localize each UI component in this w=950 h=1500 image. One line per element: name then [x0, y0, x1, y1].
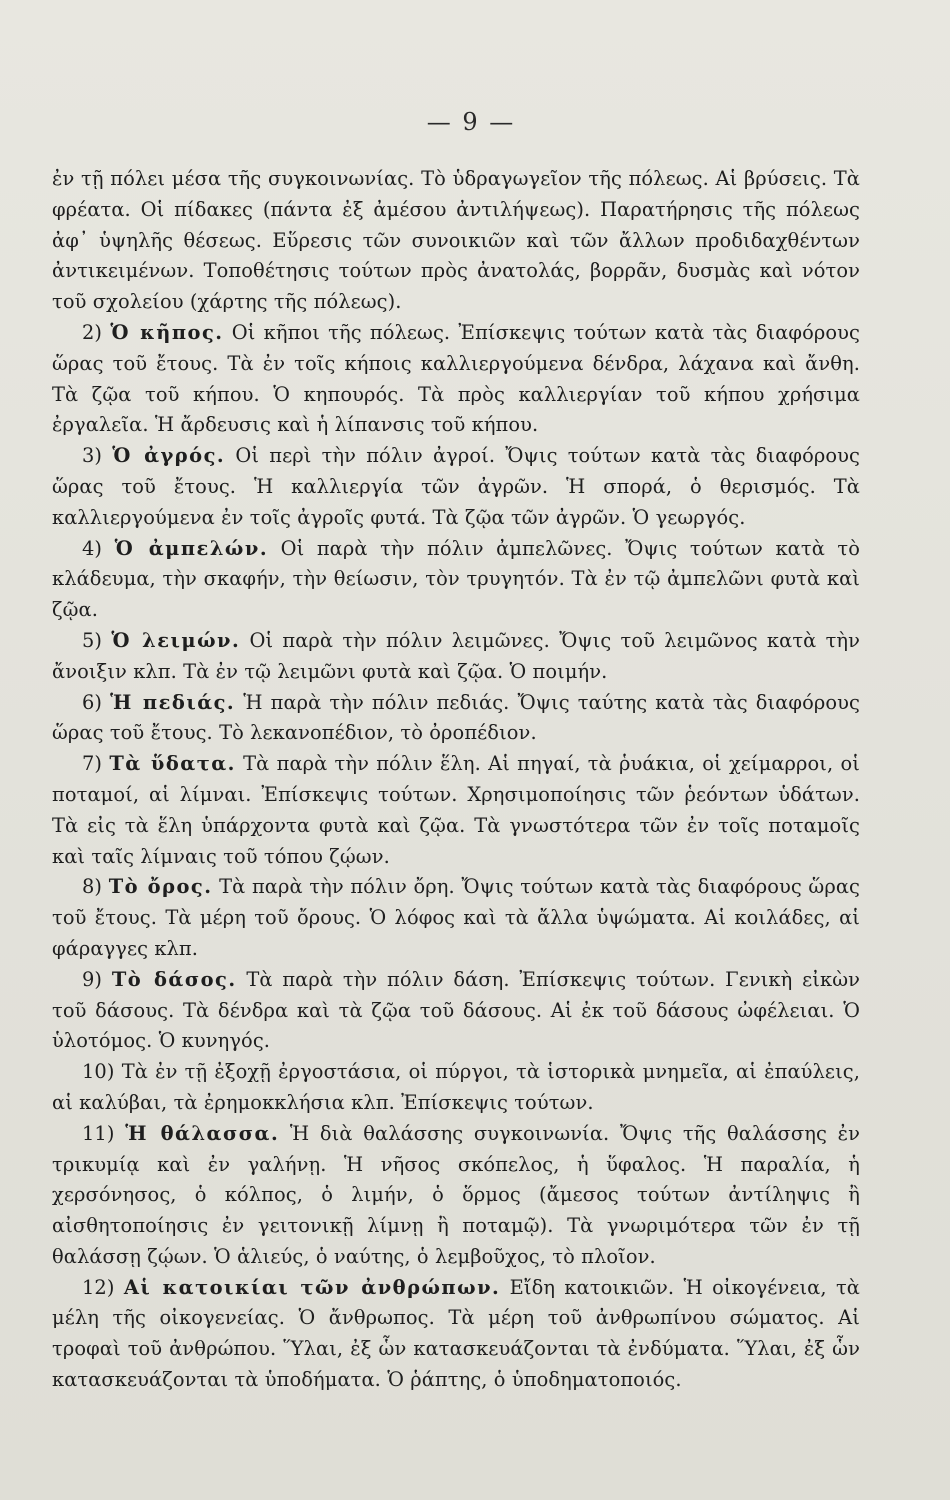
paragraph-9	[52, 965, 860, 1057]
item-heading: Ἡ πεδιάς.	[110, 690, 236, 714]
item-number: 4)	[82, 536, 115, 560]
page-number: — 9 —	[426, 108, 516, 136]
item-heading: Τὰ ὕδατα.	[109, 752, 236, 776]
paragraph-12	[52, 1273, 860, 1396]
paragraph-text: Οἱ περὶ τὴν πόλιν ἀγροί. Ὄψις τούτων κατὰ τὰς διαφόρους ὥρας τοῦ ἔτους. Ἡ καλλιεργία τῶν ἀγρῶν. Ἡ σπορά, ὁ θερισμός. Τὰ καλλιεργούμενα ἐν τοῖς ἀγροῖς φυτά. Τὰ ζῷα τῶν ἀγρῶν. Ὁ γεωργός.	[52, 444, 860, 529]
paragraph-text: Ἡ παρὰ τὴν πόλιν πεδιάς. Ὄψις ταύτης κατὰ τὰς διαφόρους ὥρας τοῦ ἔτους. Τὸ λεκανοπέδιον, τὸ ὀροπέδιον.	[52, 690, 860, 745]
item-number: 6)	[82, 690, 111, 714]
paragraph-5	[52, 626, 860, 688]
item-heading: Ὁ κῆπος.	[110, 320, 224, 344]
item-number: 2)	[82, 320, 111, 344]
item-heading: Ὁ ἀμπελών.	[114, 536, 269, 560]
item-number: 7)	[82, 752, 110, 776]
item-number: 10)	[82, 1060, 122, 1084]
item-heading: Ὁ ἀγρός.	[112, 444, 226, 468]
paragraph-4	[52, 534, 860, 626]
body-text	[52, 164, 860, 1396]
paragraph-8	[52, 872, 860, 964]
item-number: 12)	[82, 1275, 124, 1299]
paragraph-text: Τὰ παρὰ τὴν πόλιν δάση. Ἐπίσκεψις τούτων. Γενικὴ εἰκὼν τοῦ δάσους. Τὰ δένδρα καὶ τὰ ζῷα τοῦ δάσους. Αἱ ἐκ τοῦ δάσους ὠφέλειαι. Ὁ ὑλοτόμος. Ὁ κυνηγός.	[52, 967, 860, 1053]
item-heading: Αἱ κατοικίαι τῶν ἀνθρώπων.	[123, 1275, 501, 1299]
item-number: 5)	[82, 628, 112, 652]
item-heading: Ἡ θάλασσα.	[125, 1121, 280, 1145]
paragraph-text: Τὰ παρὰ τὴν πόλιν ἕλη. Αἱ πηγαί, τὰ ῥυάκια, οἱ χείμαρροι, οἱ ποταμοί, αἱ λίμναι. Ἐπίσκεψις τούτων. Χρησιμοποίησις τῶν ῥεόντων ὑδάτων. Τὰ εἰς τὰ ἕλη ὑπάρχοντα φυτὰ καὶ ζῷα. Τὰ γνωστότερα τῶν ἐν τοῖς ποταμοῖς καὶ ταῖς λίμναις τοῦ τόπου ζῴων.	[52, 752, 860, 868]
paragraph-3	[52, 441, 860, 533]
paragraph-11	[52, 1119, 860, 1273]
paragraph-text: Οἱ παρὰ τὴν πόλιν λειμῶνες. Ὄψις τοῦ λειμῶνος κατὰ τὴν ἄνοιξιν κλπ. Τὰ ἐν τῷ λειμῶνι φυτὰ καὶ ζῷα. Ὁ ποιμήν.	[52, 628, 860, 683]
paragraph-2	[52, 318, 860, 441]
paragraph-text: Οἱ παρὰ τὴν πόλιν ἀμπελῶνες. Ὄψις τούτων κατὰ τὸ κλάδευμα, τὴν σκαφήν, τὴν θείωσιν, τὸν τρυγητόν. Τὰ ἐν τῷ ἀμπελῶνι φυτὰ καὶ ζῷα.	[52, 536, 861, 622]
item-number: 3)	[82, 444, 113, 468]
item-number: 9)	[82, 967, 112, 991]
item-heading: Τὸ δάσος.	[111, 967, 237, 991]
paragraph-1	[52, 164, 860, 318]
paragraph-text: Ἡ διὰ θαλάσσης συγκοινωνία. Ὄψις τῆς θαλάσσης ἐν τρικυμίᾳ καὶ ἐν γαλήνῃ. Ἡ νῆσος σκόπελος, ἡ ὕφαλος. Ἡ παραλία, ἡ χερσόνησος, ὁ κόλπος, ὁ λιμήν, ὁ ὅρμος (ἄμεσος τούτων ἀντίληψις ἢ αἰσθητοποίησις ἐν γειτονικῇ λίμνῃ ἢ ποταμῷ). Τὰ γνωριμότερα τῶν ἐν τῇ θαλάσσῃ ζῴων. Ὁ ἁλιεύς, ὁ ναύτης, ὁ λεμβοῦχος, τὸ πλοῖον.	[52, 1121, 860, 1268]
item-heading: Ὁ λειμών.	[111, 628, 241, 652]
paragraph-text: Εἴδη κατοικιῶν. Ἡ οἰκογένεια, τὰ μέλη τῆς οἰκογενείας. Ὁ ἄνθρωπος. Τὰ μέρη τοῦ ἀνθρωπίνου σώματος. Αἱ τροφαὶ τοῦ ἀνθρώπου. Ὕλαι, ἐξ ὧν κατασκευάζονται τὰ ἐνδύματα. Ὕλαι, ἐξ ὧν κατασκευάζονται τὰ ὑποδήματα. Ὁ ῥάπτης, ὁ ὑποδηματοποιός.	[52, 1275, 860, 1392]
item-number: 11)	[82, 1121, 126, 1145]
paragraph-text: Τὰ παρὰ τὴν πόλιν ὄρη. Ὄψις τούτων κατὰ τὰς διαφόρους ὥρας τοῦ ἔτους. Τὰ μέρη τοῦ ὄρους. Ὁ λόφος καὶ τὰ ἄλλα ὑψώματα. Αἱ κοιλάδες, αἱ φάραγγες κλπ.	[52, 875, 860, 960]
paragraph-10	[52, 1057, 860, 1119]
paragraph-7	[52, 749, 860, 872]
item-number: 8)	[82, 875, 109, 899]
paragraph-text: ἐν τῇ πόλει μέσα τῆς συγκοινωνίας. Τὸ ὑδραγωγεῖον τῆς πόλεως. Αἱ βρύσεις. Τὰ φρέατα. Οἱ πίδακες (πάντα ἐξ ἀμέσου ἀντιλήψεως). Παρατήρησις τῆς πόλεως ἀφ᾽ ὑψηλῆς θέσεως. Εὕρεσις τῶν συνοικιῶν καὶ τῶν ἄλλων προδιδαχθέντων ἀντικειμένων. Τοποθέτησις τούτων πρὸς ἀνατολάς, βορρᾶν, δυσμὰς καὶ νότον τοῦ σχολείου (χάρτης τῆς πόλεως).	[52, 167, 860, 314]
paragraph-6	[52, 688, 860, 750]
item-heading: Τὸ ὄρος.	[108, 875, 213, 899]
paragraph-text: Τὰ ἐν τῇ ἐξοχῇ ἐργοστάσια, οἱ πύργοι, τὰ ἱστορικὰ μνημεῖα, αἱ ἐπαύλεις, αἱ καλύβαι, τὰ ἐρημοκκλήσια κλπ. Ἐπίσκεψις τούτων.	[52, 1060, 860, 1114]
paragraph-text: Οἱ κῆποι τῆς πόλεως. Ἐπίσκεψις τούτων κατὰ τὰς διαφόρους ὥρας τοῦ ἔτους. Τὰ ἐν τοῖς κήποις καλλιεργούμενα δένδρα, λάχανα καὶ ἄνθη. Τὰ ζῷα τοῦ κήπου. Ὁ κηπουρός. Τὰ πρὸς καλλιεργίαν τοῦ κήπου χρήσιμα ἐργαλεῖα. Ἡ ἄρδευσις καὶ ἡ λίπανσις τοῦ κήπου.	[52, 320, 860, 437]
